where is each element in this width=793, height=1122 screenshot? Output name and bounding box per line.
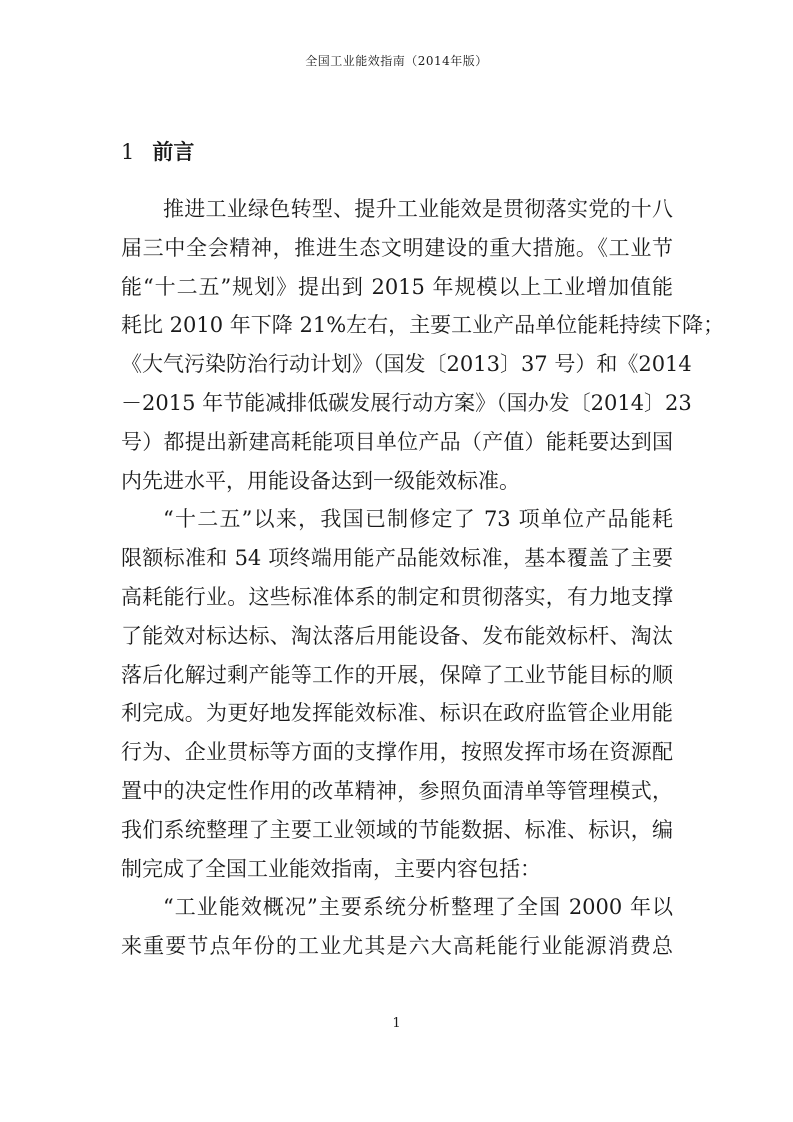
paragraph-line: 推进工业绿色转型、提升工业能效是贯彻落实党的十八	[163, 197, 673, 221]
section-number: 1	[121, 140, 135, 164]
paragraph-line: 来重要节点年份的工业尤其是六大高耗能行业能源消费总	[121, 934, 673, 959]
paragraph-line: 耗比 2010 年下降 21%左右，主要工业产品单位能耗持续下降；	[121, 313, 725, 338]
section-title: 前言	[152, 139, 195, 164]
paragraph-line: 落后化解过剩产能等工作的开展，保障了工业节能目标的顺	[121, 662, 673, 687]
paragraph-line: －2015 年节能减排低碳发展行动方案》（国办发〔2014〕23	[121, 390, 692, 415]
paragraph-line: 了能效对标达标、淘汰落后用能设备、发布能效标杆、淘汰	[121, 623, 673, 648]
paragraph-line: 届三中全会精神，推进生态文明建设的重大措施。《工业节	[121, 235, 673, 260]
body-text	[121, 190, 725, 966]
page-header: 全国工业能效指南（2014年版）	[305, 54, 488, 68]
paragraph-line: 制完成了全国工业能效指南，主要内容包括：	[121, 856, 541, 881]
paragraph-line: 置中的决定性作用的改革精神，参照负面清单等管理模式，	[121, 778, 673, 803]
paragraph-line: 我们系统整理了主要工业领域的节能数据、标准、标识，编	[121, 817, 673, 842]
paragraph-line: 限额标准和 54 项终端用能产品能效标准，基本覆盖了主要	[121, 546, 673, 571]
section-heading	[121, 136, 194, 166]
paragraph-line: 能“十二五”规划》提出到 2015 年规模以上工业增加值能	[121, 274, 673, 299]
paragraph-line: 行为、企业贯标等方面的支撑作用，按照发挥市场在资源配	[121, 740, 673, 765]
paragraph-line: 高耗能行业。这些标准体系的制定和贯彻落实，有力地支撑	[121, 584, 673, 609]
paragraph-line: “十二五”以来，我国已制修定了 73 项单位产品能耗	[163, 507, 673, 532]
paragraph-line: “工业能效概况”主要系统分析整理了全国 2000 年以	[163, 895, 673, 920]
page-number: 1	[392, 1016, 401, 1031]
paragraph-line: 《大气污染防治行动计划》（国发〔2013〕37 号）和《2014	[121, 352, 692, 377]
paragraph-line: 内先进水平，用能设备达到一级能效标准。	[121, 468, 520, 493]
paragraph-line: 号）都提出新建高耗能项目单位产品（产值）能耗要达到国	[121, 429, 673, 454]
paragraph-line: 利完成。为更好地发挥能效标准、标识在政府监管企业用能	[121, 701, 673, 726]
